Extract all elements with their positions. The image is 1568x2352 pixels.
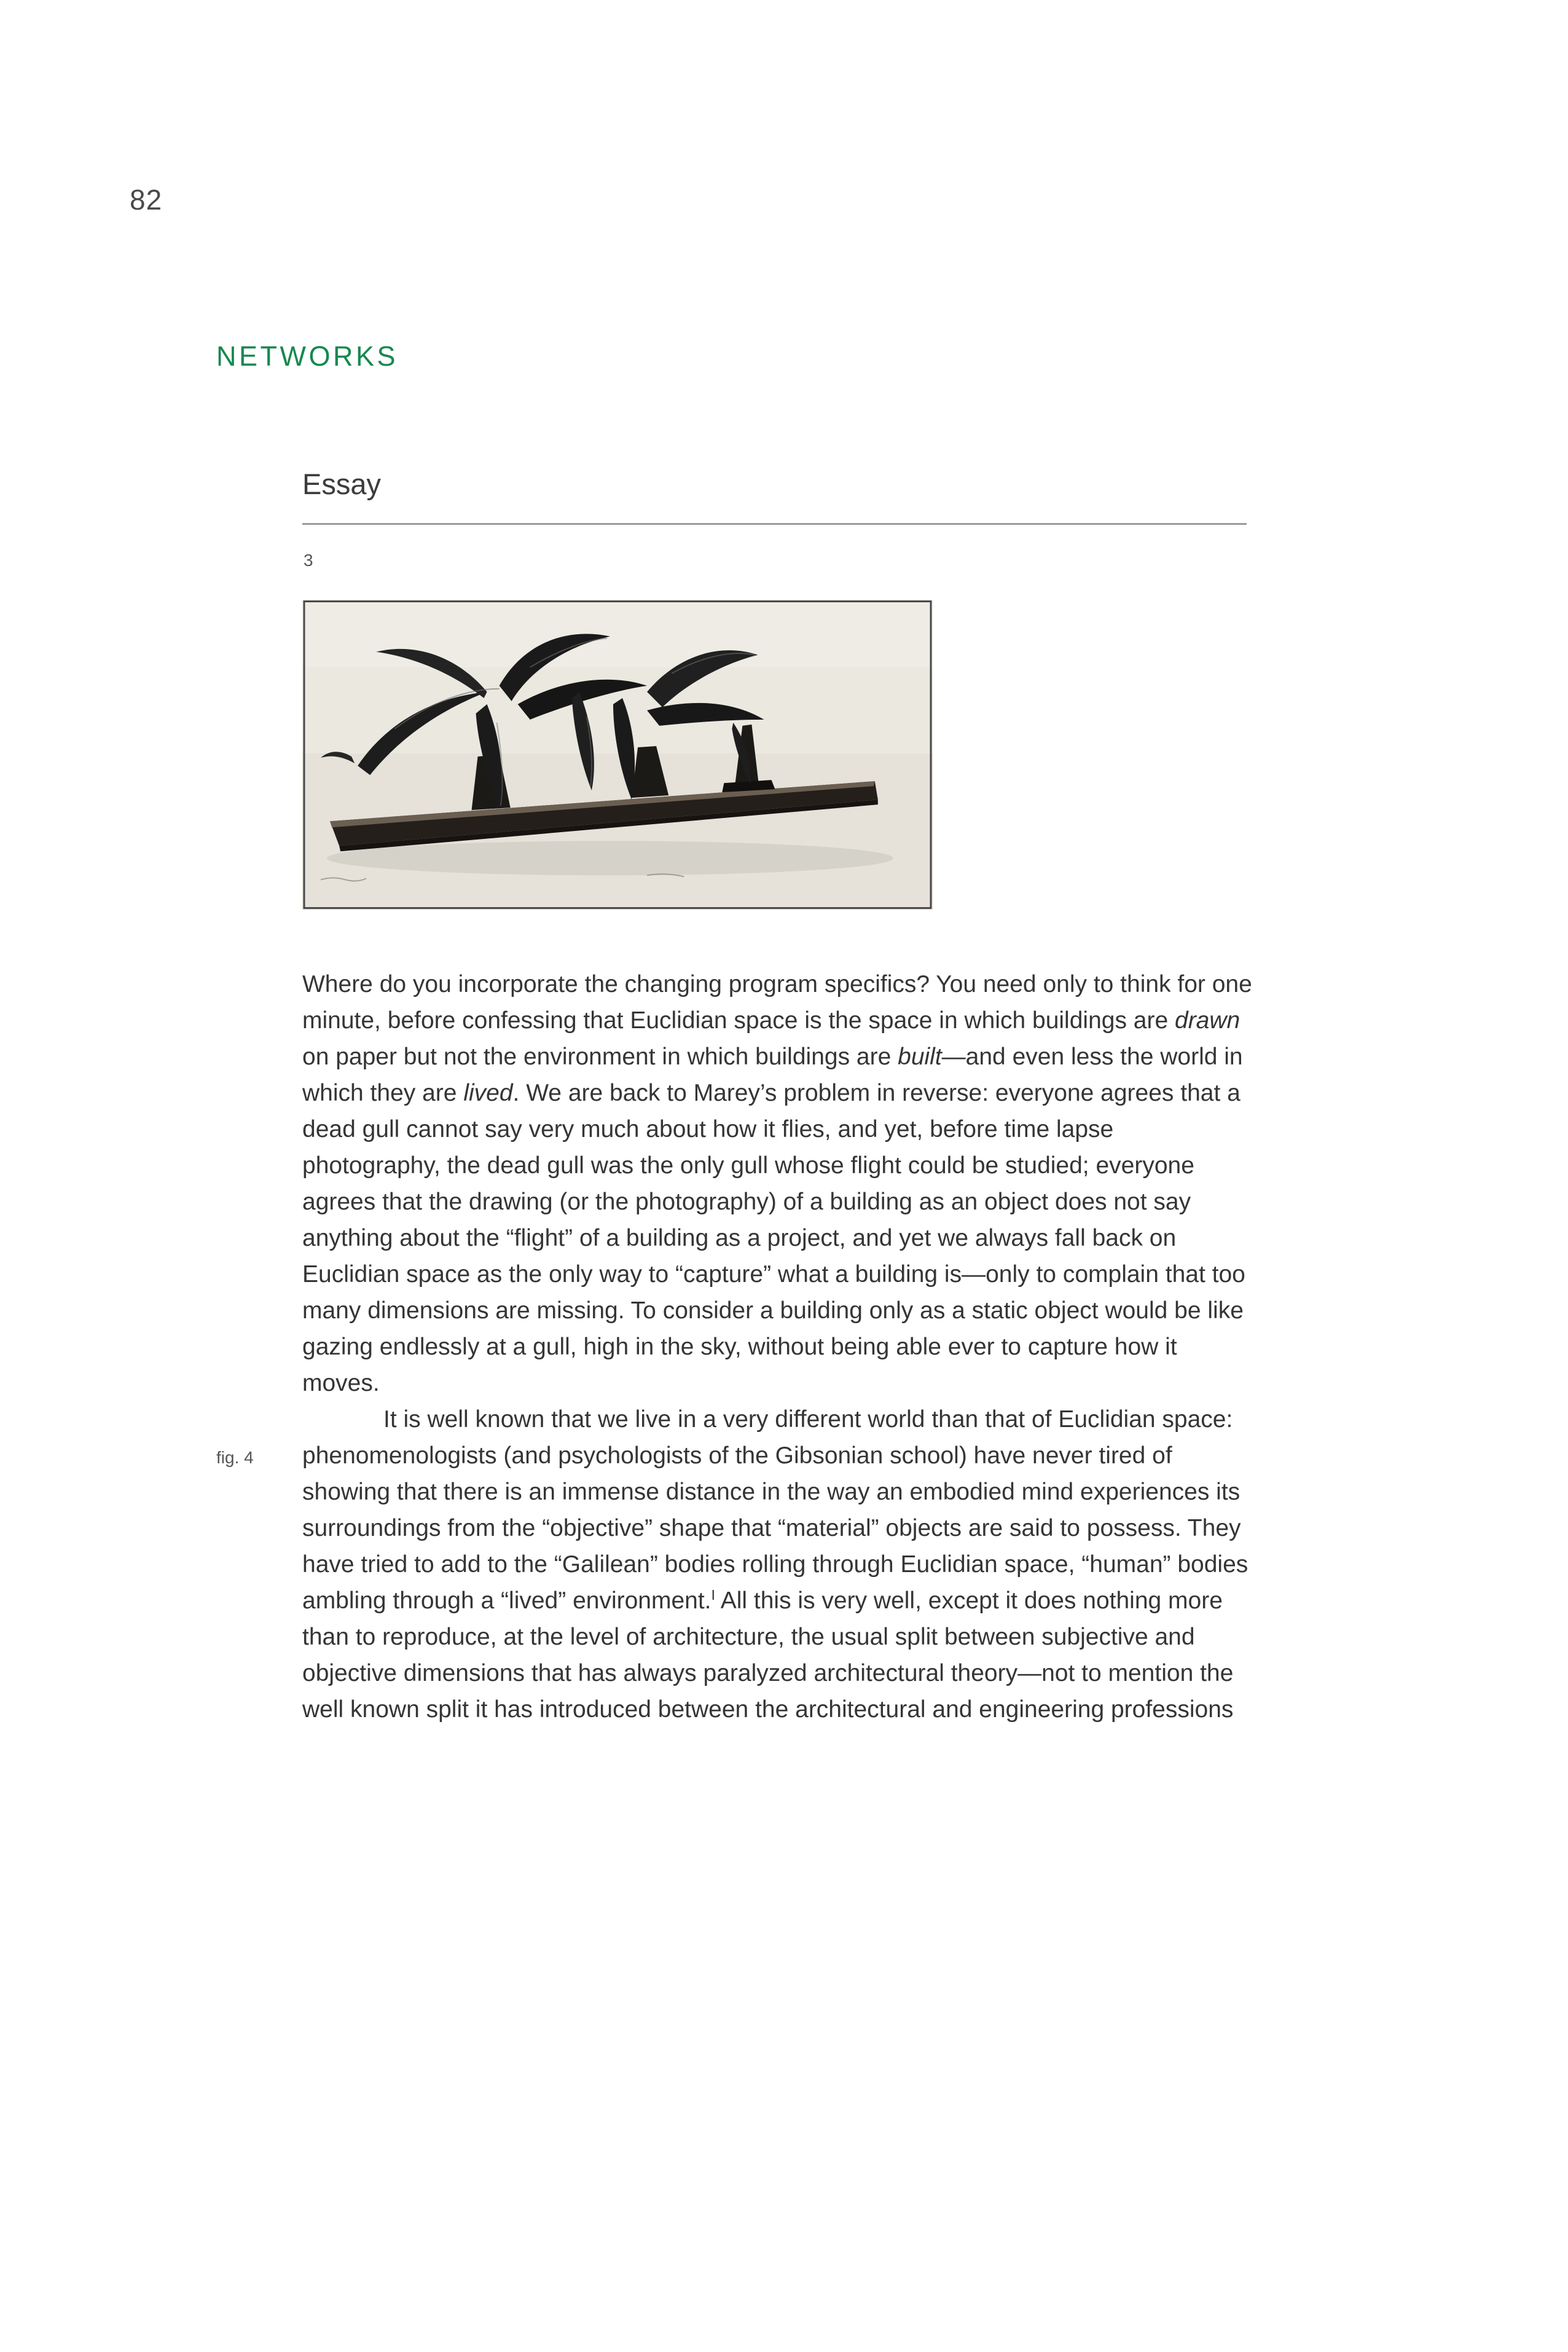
gull-sculpture-engraving — [302, 599, 933, 910]
page-number: 82 — [130, 184, 163, 216]
paragraph-1: Where do you incorporate the changing program specifics? You need only to think for one minute, before confessing that Euclidian space is the space in which buildings are drawn on paper but not the environment in which buildings are built—and even less the world in which they are lived. We are back to Marey’s problem in reverse: everyone agrees that a dead gull cannot say very much about how it flies, and yet, before time lapse photography, the dead gull was the only gull whose flight could be studied; everyone agrees that the drawing (or the photography) of a building as an object does not say anything about the “flight” of a building as a project, and yet we always fall back on Euclidian space as the only way to “capture” what a building is—only to complain that too many dimensions are missing. To consider a building only as a static object would be like gazing endlessly at a gull, high in the sky, without being able ever to capture how it moves. — [302, 971, 1252, 1396]
section-heading-networks: NETWORKS — [216, 340, 399, 372]
essay-heading: Essay — [302, 468, 381, 500]
section-rule — [302, 523, 1247, 525]
figure-number: 3 — [304, 551, 313, 570]
figure-3-image — [302, 599, 933, 910]
body-text — [302, 966, 1256, 1728]
paragraph-2: It is well known that we live in a very different world than that of Euclidian space: phenomenologists (and psychologists of the Gibsonian school) have never tired of showing that there is an immense distance in the way an embodied mind experiences its surroundings from the “objective” shape that “material” objects are said to possess. They have tried to add to the “Galilean” bodies rolling through Euclidian space, “human” bodies ambling through a “lived” environment.$^I$ All this is very well, except it does nothing more than to reproduce, at the level of architecture, the usual split between subjective and objective dimensions that has always paralyzed architectural theory—not to mention the well known split it has introduced between the architectural and engineering professions — [302, 1406, 1249, 1723]
margin-note-fig-4: fig. 4 — [216, 1448, 254, 1467]
